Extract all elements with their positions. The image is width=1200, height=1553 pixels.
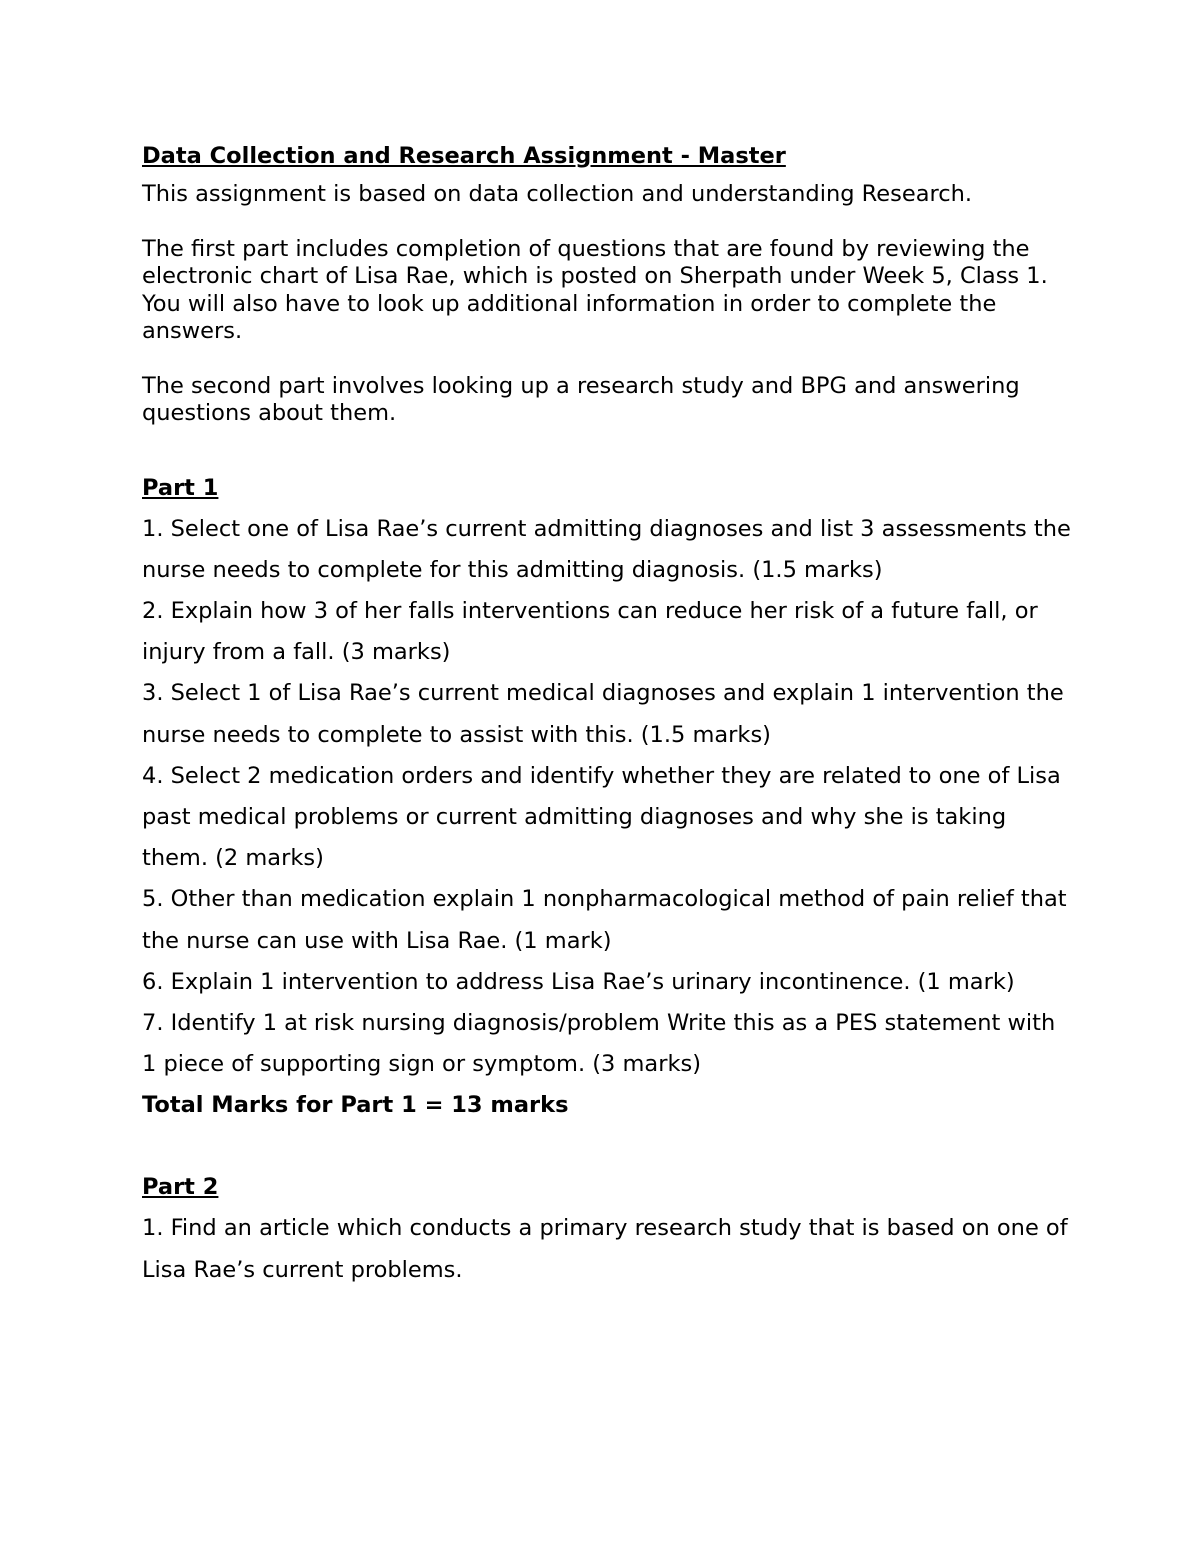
- part-1-total-marks: Total Marks for Part 1 = 13 marks: [142, 1092, 569, 1119]
- part-1-question-2: 2. Explain how 3 of her falls interventions can reduce her risk of a future fall, or injury from a fall. (3 marks): [142, 597, 1038, 666]
- part-1-question-7: 7. Identify 1 at risk nursing diagnosis/problem Write this as a PES statement with 1 piece of supporting sign or symptom. (3 marks): [142, 1009, 1056, 1078]
- part-1-question-5: 5. Other than medication explain 1 nonpharmacological method of pain relief that the nurse can use with Lisa Rae. (1 mark): [142, 886, 1067, 954]
- part-1-heading: Part 1: [142, 474, 219, 501]
- part-2-heading: Part 2: [142, 1174, 219, 1201]
- additional-info-paragraph: You will also have to look up additional information in order to complete the answers.: [142, 290, 997, 344]
- part-1-question-1: 1. Select one of Lisa Rae’s current admitting diagnoses and list 3 assessments the nurse needs to complete for this admitting diagnosis. (1.5 marks): [142, 515, 1071, 583]
- part-2-question-list: [142, 1208, 1072, 1290]
- first-part-paragraph: The first part includes completion of questions that are found by reviewing the electronic chart of Lisa Rae, which is posted on Sherpath under Week 5, Class 1.: [142, 235, 1048, 289]
- document-title: Data Collection and Research Assignment - Master: [142, 143, 786, 169]
- part-2-question-1: 1. Find an article which conducts a primary research study that is based on one of Lisa Rae’s current problems.: [142, 1215, 1068, 1283]
- document-page: [142, 140, 1072, 1291]
- part-1-question-4: 4. Select 2 medication orders and identify whether they are related to one of Lisa past medical problems or current admitting diagnoses and why she is taking them. (2 marks): [142, 762, 1061, 872]
- part-1-question-3: 3. Select 1 of Lisa Rae’s current medical diagnoses and explain 1 intervention the nurse needs to complete to assist with this. (1.5 marks): [142, 680, 1064, 748]
- part-1-question-6: 6. Explain 1 intervention to address Lisa Rae’s urinary incontinence. (1 mark): [142, 968, 1015, 995]
- part-1-question-list: [142, 509, 1072, 1086]
- second-part-paragraph: The second part involves looking up a research study and BPG and answering questions about them.: [142, 372, 1020, 426]
- intro-paragraph: This assignment is based on data collection and understanding Research.: [142, 181, 973, 207]
